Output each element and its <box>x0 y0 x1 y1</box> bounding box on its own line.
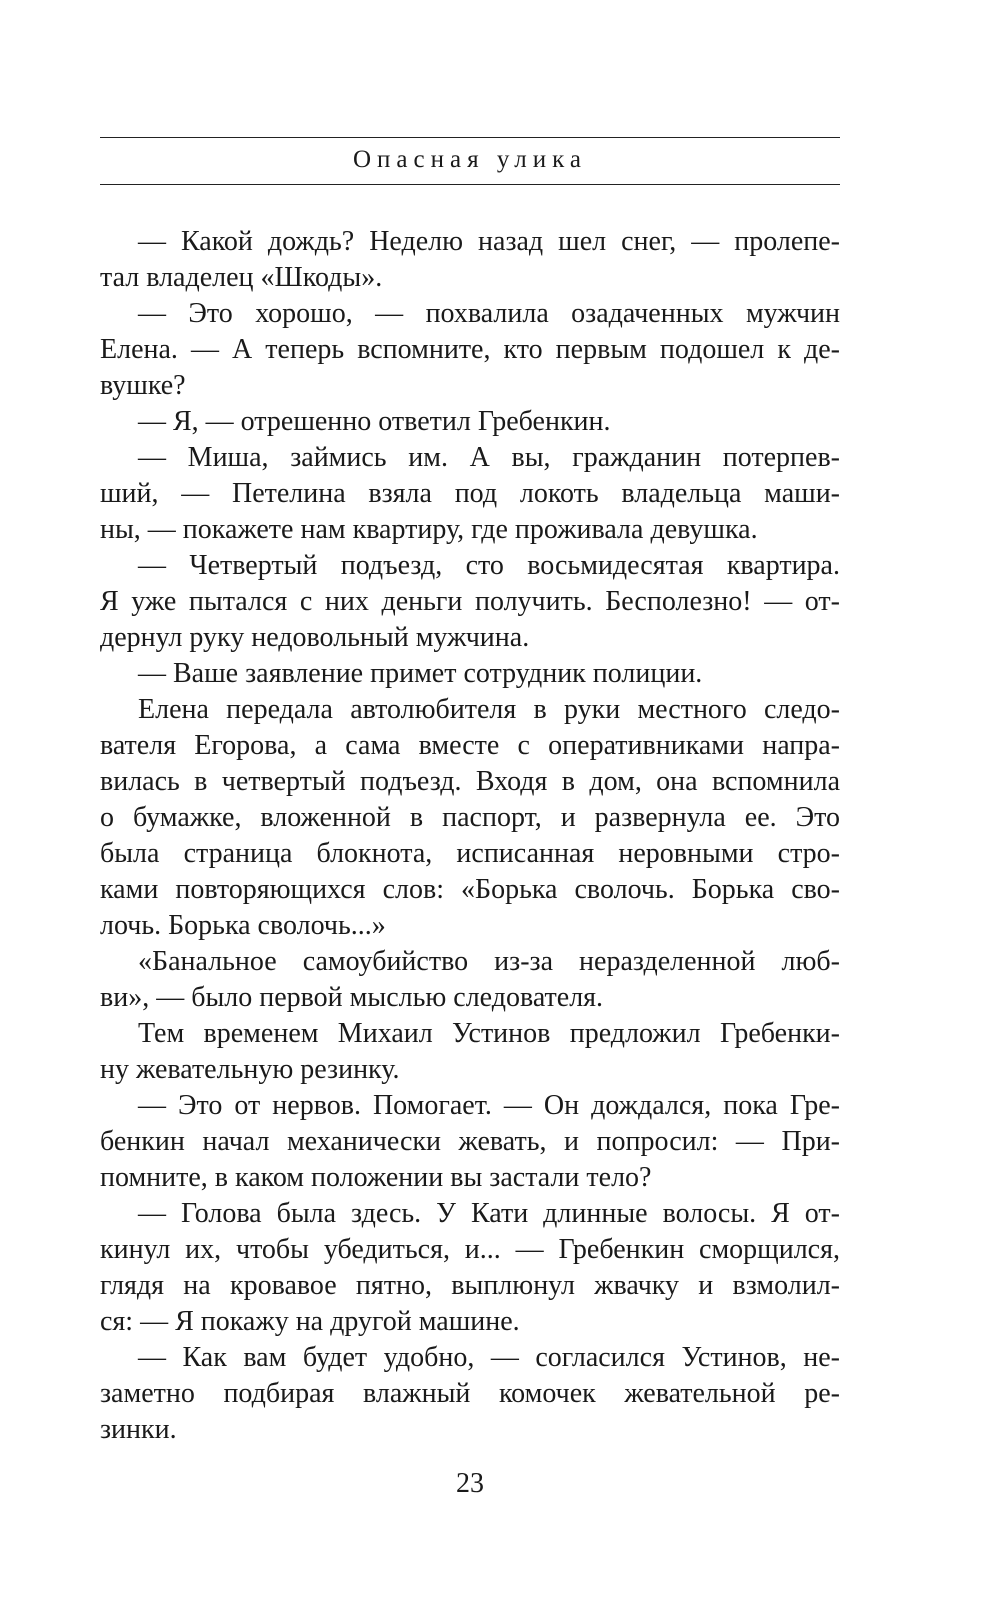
text-line: бенкин начал механически жевать, и попросил: — При- <box>100 1126 840 1157</box>
text-line: Тем временем Михаил Устинов предложил Гребенки- <box>138 1018 840 1049</box>
text-line: «Банальное самоубийство из-за неразделенной люб- <box>138 946 840 977</box>
text-line: помните, в каком положении вы застали тело? <box>100 1162 652 1193</box>
text-line: глядя на кровавое пятно, выплюнул жвачку и взмолил- <box>100 1270 840 1301</box>
text-line: Елена. — А теперь вспомните, кто первым подошел к де- <box>100 334 840 365</box>
text-line: — Как вам будет удобно, — согласился Устинов, не- <box>138 1342 840 1373</box>
text-line: Елена передала автолюбителя в руки местного следо- <box>138 694 840 725</box>
text-line: — Это от нервов. Помогает. — Он дождался, пока Гре- <box>138 1090 840 1121</box>
text-line: — Я, — отрешенно ответил Гребенкин. <box>138 406 611 437</box>
running-head-title: Опасная улика <box>353 146 587 173</box>
text-line: зинки. <box>100 1414 177 1445</box>
text-line: — Голова была здесь. У Кати длинные волосы. Я от- <box>138 1198 840 1229</box>
header-rule-bottom <box>100 184 840 185</box>
text-line: ками повторяющихся слов: «Борька сволочь. Борька сво- <box>100 874 840 905</box>
header-rule-top <box>100 137 840 138</box>
text-line: — Это хорошо, — похвалила озадаченных мужчин <box>138 298 840 329</box>
text-line: — Миша, займись им. А вы, гражданин потерпев- <box>138 442 840 473</box>
text-line: о бумажке, вложенной в паспорт, и развернула ее. Это <box>100 802 840 833</box>
text-line: Я уже пытался с них деньги получить. Бесполезно! — от- <box>100 586 840 617</box>
page-number: 23 <box>456 1468 484 1499</box>
text-line: ви», — было первой мыслью следователя. <box>100 982 604 1013</box>
text-line: кинул их, чтобы убедиться, и... — Гребенкин сморщился, <box>100 1234 840 1265</box>
text-line: вателя Егорова, а сама вместе с оперативниками напра- <box>100 730 840 761</box>
text-line: лочь. Борька сволочь...» <box>100 910 386 941</box>
text-line: — Ваше заявление примет сотрудник полиции. <box>138 658 703 689</box>
text-line: ну жевательную резинку. <box>100 1054 400 1085</box>
text-line: тал владелец «Шкоды». <box>100 262 383 293</box>
text-line: ся: — Я покажу на другой машине. <box>100 1306 520 1337</box>
text-line: ший, — Петелина взяла под локоть владельца маши- <box>100 478 840 509</box>
text-line: была страница блокнота, исписанная неровными стро- <box>100 838 840 869</box>
text-line: вилась в четвертый подъезд. Входя в дом, она вспомнила <box>100 766 840 797</box>
text-line: — Четвертый подъезд, сто восьмидесятая квартира. <box>138 550 840 581</box>
text-line: заметно подбирая влажный комочек жевательной ре- <box>100 1378 840 1409</box>
text-line: дернул руку недовольный мужчина. <box>100 622 530 653</box>
text-line: вушке? <box>100 370 186 401</box>
body-text <box>100 224 840 1448</box>
text-line: ны, — покажете нам квартиру, где проживала девушка. <box>100 514 758 545</box>
text-line: — Какой дождь? Неделю назад шел снег, — пролепе- <box>138 226 840 257</box>
